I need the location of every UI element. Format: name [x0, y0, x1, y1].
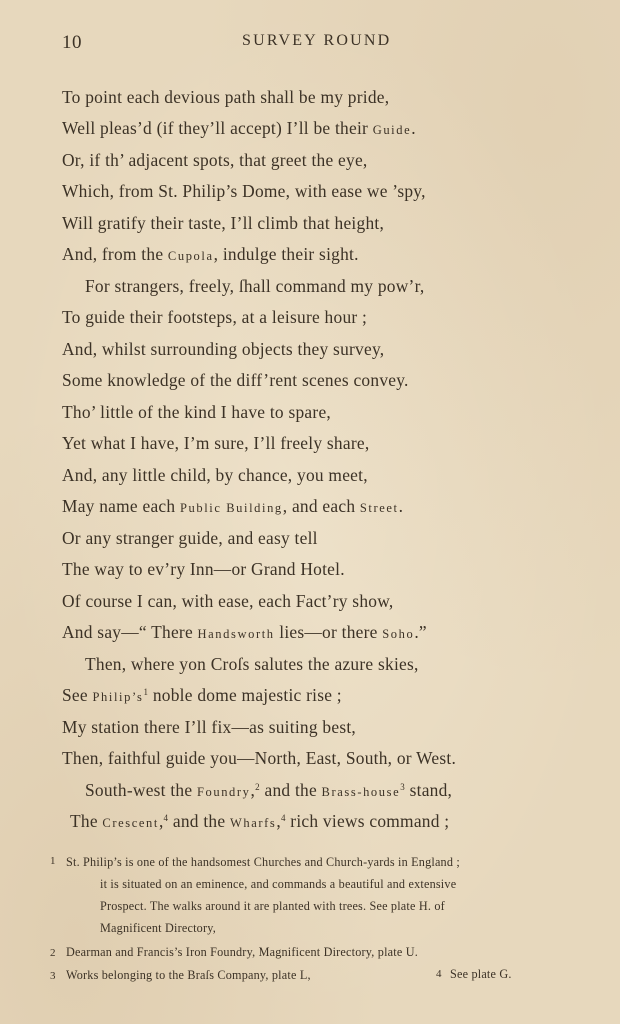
- line-text: The way to ev’ry Inn—or Grand Hotel.: [62, 559, 345, 579]
- line-text: , indulge their sight.: [213, 244, 359, 264]
- footnote-ref: 1: [143, 687, 149, 697]
- footnote-1-line-4: Magnificent Directory,: [100, 921, 216, 935]
- poem-line-17: [62, 590, 394, 612]
- poem-line-20: [62, 684, 342, 708]
- small-caps-word: Philip’s: [92, 690, 144, 704]
- line-text: Of course I can, with ease, each Fact’ry show,: [62, 591, 394, 611]
- line-text: Some knowledge of the diff’rent scenes convey.: [62, 370, 409, 390]
- line-text: and the: [259, 780, 322, 800]
- running-title: SURVEY ROUND: [242, 32, 392, 49]
- poem-line-13: [62, 464, 368, 486]
- page-number: 10: [62, 32, 82, 53]
- small-caps-word: Soho: [382, 627, 415, 641]
- footnote-ref: 4: [280, 813, 286, 823]
- small-caps-word: Foundry: [196, 785, 251, 799]
- line-text: And, from the: [62, 244, 168, 264]
- line-text: And, any little child, by chance, you meet,: [62, 465, 368, 485]
- footnote-3: Works belonging to the Braſs Company, plate L,: [66, 968, 311, 982]
- footnote-1-line-3: Prospect. The walks around it are planted with trees. See plate H. of: [100, 899, 445, 913]
- small-caps-word: Guide: [372, 123, 412, 137]
- small-caps-word: Crescent: [102, 816, 159, 830]
- line-text: Tho’ little of the kind I have to spare,: [62, 402, 332, 422]
- line-text: ,: [250, 780, 256, 800]
- line-text: Well pleas’d (if they’ll accept) I’ll be their: [62, 118, 373, 138]
- poem-line-22: [62, 747, 456, 769]
- line-text: .: [398, 496, 404, 516]
- line-text: The: [70, 811, 103, 831]
- line-text: noble dome majestic rise ;: [148, 685, 342, 705]
- footnote-ref: 2: [255, 782, 260, 792]
- line-text: To point each devious path shall be my pride,: [62, 87, 390, 107]
- footnote-2: Dearman and Francis’s Iron Foundry, Magnificent Directory, plate U.: [66, 945, 418, 959]
- small-caps-word: Handsworth: [197, 627, 275, 641]
- line-text: .”: [414, 622, 427, 642]
- footnote-ref: 3: [400, 782, 405, 792]
- line-text: And say—“ There: [62, 622, 198, 642]
- line-text: Or any stranger guide, and easy tell: [62, 528, 318, 548]
- line-text: ,: [158, 811, 164, 831]
- small-caps-word: Street: [359, 501, 399, 515]
- poem-line-24: [70, 810, 449, 834]
- footnote-ref: 4: [163, 813, 169, 823]
- line-text: South-west the: [85, 780, 197, 800]
- poem-line-8: [62, 306, 367, 328]
- footnote-1-line-1: St. Philip’s is one of the handsomest Churches and Church-yards in England ;: [66, 855, 460, 869]
- line-text: and the: [168, 811, 230, 831]
- line-text: Yet what I have, I’m sure, I’ll freely share,: [62, 433, 370, 453]
- poem-line-15: [62, 527, 318, 549]
- footnote-mark-1: 1: [50, 855, 56, 867]
- poem-line-21: [62, 716, 356, 738]
- poem-line-19: [85, 653, 419, 675]
- running-head: [0, 30, 620, 54]
- line-text: And, whilst surrounding objects they survey,: [62, 339, 385, 359]
- line-text: lies—or there: [274, 622, 383, 642]
- poem-line-4: [62, 180, 426, 202]
- poem-line-9: [62, 338, 384, 360]
- poem-line-16: [62, 558, 345, 580]
- poem-line-1: [62, 86, 389, 108]
- footnote-mark-3: 3: [50, 970, 56, 982]
- poem-line-3: [62, 149, 368, 171]
- poem-line-2: [62, 117, 416, 141]
- line-text: Will gratify their taste, I’ll climb that height,: [62, 213, 385, 233]
- footnote-4: See plate G.: [450, 967, 512, 981]
- small-caps-word: Public Building: [179, 501, 283, 515]
- line-text: May name each: [62, 496, 180, 516]
- poem-line-23: [85, 779, 452, 803]
- line-text: .: [411, 118, 416, 138]
- footnote-1-line-2: it is situated on an eminence, and commands a beautiful and extensive: [100, 877, 457, 891]
- poem-line-6: [62, 243, 359, 267]
- poem-line-10: [62, 369, 409, 391]
- poem-line-14: [62, 495, 403, 519]
- poem-line-12: [62, 432, 369, 454]
- line-text: For strangers, freely, ſhall command my pow’r,: [85, 276, 425, 296]
- poem-line-7: [85, 275, 425, 297]
- line-text: , and each: [282, 496, 360, 516]
- line-text: To guide their footsteps, at a leisure hour ;: [62, 307, 368, 327]
- line-text: Which, from St. Philip’s Dome, with ease we ’spy,: [62, 181, 426, 201]
- line-text: Or, if th’ adjacent spots, that greet the eye,: [62, 150, 368, 170]
- line-text: Then, faithful guide you—North, East, South, or West.: [62, 748, 457, 768]
- line-text: ,: [276, 811, 281, 831]
- small-caps-word: Cupola: [167, 249, 214, 263]
- footnote-mark-4: 4: [436, 968, 442, 980]
- poem-line-5: [62, 212, 384, 234]
- footnote-mark-2: 2: [50, 947, 56, 959]
- line-text: My station there I’ll fix—as suiting best,: [62, 717, 357, 737]
- small-caps-word: Brass-house: [321, 785, 401, 799]
- line-text: rich views command ;: [285, 811, 450, 831]
- line-text: Then, where yon Croſs salutes the azure skies,: [85, 654, 419, 674]
- line-text: See: [62, 685, 93, 705]
- poem-line-18: [62, 621, 427, 645]
- line-text: stand,: [405, 780, 453, 800]
- small-caps-word: Wharfs: [229, 816, 277, 830]
- poem-line-11: [62, 401, 331, 423]
